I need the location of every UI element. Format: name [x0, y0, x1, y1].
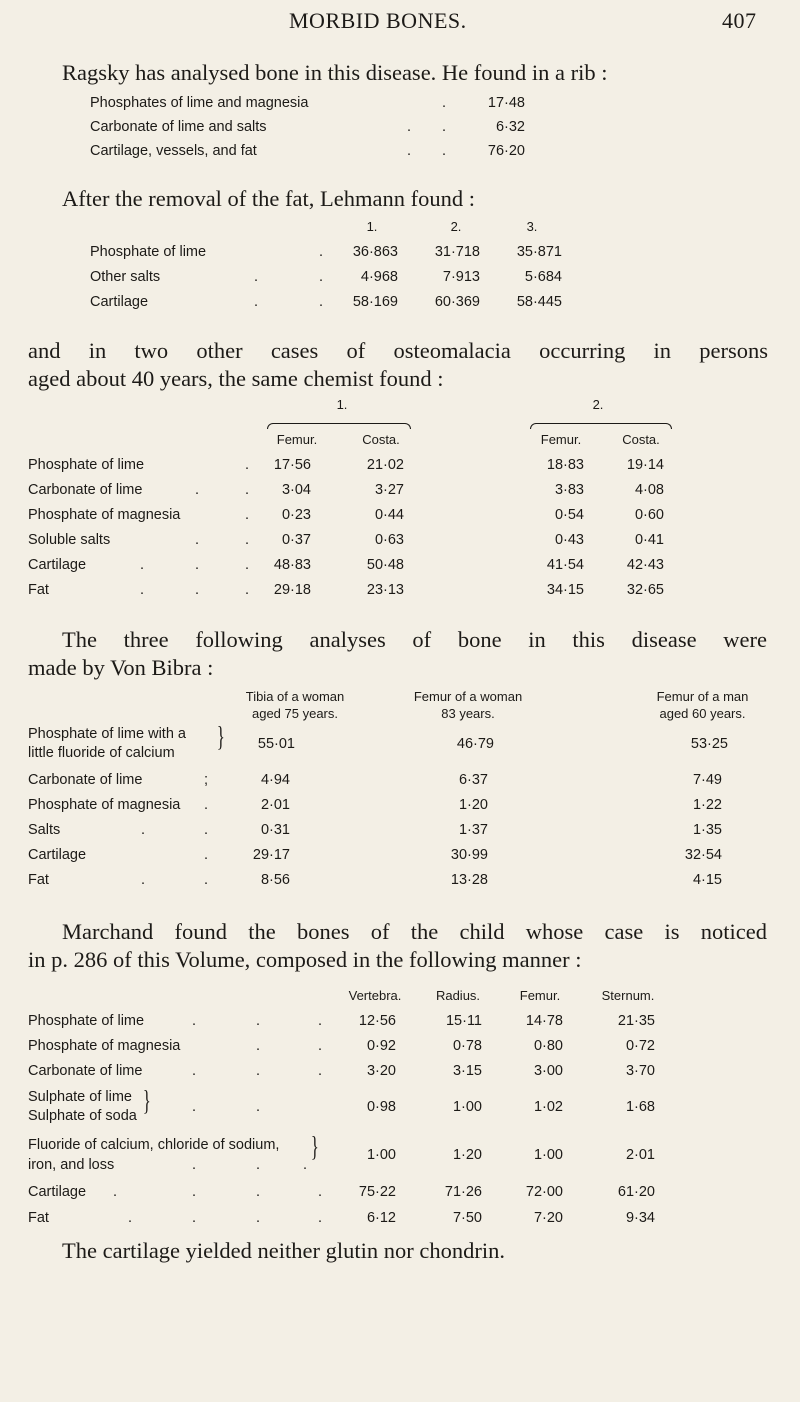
column-header: 3.: [526, 219, 538, 234]
table-row-label: Carbonate of lime: [28, 1063, 143, 1079]
table-cell: 0·23: [281, 507, 311, 523]
table-cell: 4·94: [260, 772, 290, 788]
table-cell: 3·20: [366, 1063, 396, 1079]
table-cell: 3·70: [625, 1063, 655, 1079]
table-row-label: Carbonate of lime: [28, 772, 143, 788]
column-header: Vertebra.: [348, 988, 402, 1003]
table-cell: 32·54: [684, 847, 722, 863]
table-cell: 55·01: [257, 736, 295, 752]
table-cell: 8·56: [260, 872, 290, 888]
paragraph-osteomalacia-line2: aged about 40 years, the same chemist found :: [28, 366, 444, 391]
paragraph-cartilage: The cartilage yielded neither glutin nor chondrin.: [62, 1238, 505, 1263]
table-cell: 36·863: [352, 244, 398, 260]
paragraph-von-bibra-line2: made by Von Bibra :: [28, 655, 214, 680]
table-cell: 60·369: [434, 294, 480, 310]
table-cell: 7·20: [533, 1210, 563, 1226]
table-cell: 6·12: [366, 1210, 396, 1226]
table-row-label: iron, and loss: [28, 1157, 115, 1173]
table-cell: 1·20: [458, 797, 488, 813]
table-cell: 76·20: [487, 143, 525, 159]
table-cell: 3·04: [281, 482, 311, 498]
table-cell: 29·17: [252, 847, 290, 863]
table-row-label: Phosphates of lime and magnesia: [90, 95, 309, 111]
column-header: Femur.: [519, 988, 561, 1003]
table-cell: 6·37: [458, 772, 488, 788]
table-cell: 0·92: [366, 1038, 396, 1054]
column-header: Tibia of a woman: [245, 689, 345, 704]
table-cell: 1·00: [452, 1099, 482, 1115]
table-cell: 46·79: [456, 736, 494, 752]
table-row-label: Phosphate of lime: [28, 457, 145, 473]
paragraph-ragsky: Ragsky has analysed bone in this disease. He found in a rib :: [62, 60, 608, 85]
table-row-label: Cartilage, vessels, and fat: [90, 143, 257, 159]
column-header: Femur of a woman: [413, 689, 523, 704]
table-cell: 0·41: [634, 532, 664, 548]
table-cell: 3·83: [554, 482, 584, 498]
right-brace: }: [142, 1086, 151, 1117]
column-header: aged 60 years.: [659, 706, 746, 721]
table-cell: 21·35: [617, 1013, 655, 1029]
running-head-title: MORBID BONES.: [289, 8, 467, 33]
table-cell: 0·44: [374, 507, 404, 523]
table-cell: 9·34: [625, 1210, 655, 1226]
column-header: Sternum.: [601, 988, 655, 1003]
table-cell: 0·60: [634, 507, 664, 523]
table-row-label: Cartilage: [90, 294, 149, 310]
table-cell: 17·48: [487, 95, 525, 111]
right-brace: }: [310, 1132, 319, 1163]
column-header: 83 years.: [441, 706, 495, 721]
table-row-label: Salts: [28, 822, 61, 838]
table-cell: 19·14: [626, 457, 664, 473]
table-cell: 71·26: [444, 1184, 482, 1200]
table-cell: 1·35: [692, 822, 722, 838]
table-cell: 4·08: [634, 482, 664, 498]
table-cell: 6·32: [495, 119, 525, 135]
table-cell: 2·01: [260, 797, 290, 813]
group-header: 1.: [336, 397, 348, 412]
paragraph-marchand-line1: Marchand found the bones of the child whose case is noticed: [62, 919, 767, 944]
table-row-label: Fat: [28, 582, 49, 598]
table-cell: 0·54: [554, 507, 584, 523]
paragraph-lehmann: After the removal of the fat, Lehmann found :: [62, 186, 475, 211]
paragraph-marchand-line2: in p. 286 of this Volume, composed in the following manner :: [28, 947, 582, 972]
table-cell: 0·72: [625, 1038, 655, 1054]
table-cell: 48·83: [273, 557, 311, 573]
paragraph-von-bibra-line1: The three following analyses of bone in this disease were: [62, 627, 767, 652]
column-header: Femur of a man: [656, 689, 749, 704]
table-cell: 1·02: [533, 1099, 563, 1115]
table-cell: 41·54: [546, 557, 584, 573]
table-row-label: Fat: [28, 1210, 49, 1226]
group-brace: [267, 423, 411, 429]
table-cell: 7·49: [692, 772, 722, 788]
table-cell: 50·48: [366, 557, 404, 573]
table-cell: 0·31: [260, 822, 290, 838]
table-cell: 42·43: [626, 557, 664, 573]
table-cell: 1·00: [366, 1147, 396, 1163]
table-row-label: Cartilage: [28, 847, 87, 863]
column-header: 2.: [450, 219, 462, 234]
table-cell: 1·20: [452, 1147, 482, 1163]
table-cell: 31·718: [434, 244, 480, 260]
table-cell: 1·22: [692, 797, 722, 813]
table-cell: 12·56: [358, 1013, 396, 1029]
table-cell: 0·37: [281, 532, 311, 548]
table-row-label: Phosphate of magnesia: [28, 797, 181, 813]
table-cell: 0·43: [554, 532, 584, 548]
table-cell: 17·56: [273, 457, 311, 473]
table-cell: 1·37: [458, 822, 488, 838]
table-row-label: Phosphate of lime: [90, 244, 207, 260]
column-header: Femur.: [276, 432, 318, 447]
table-row-label: Phosphate of lime: [28, 1013, 145, 1029]
table-cell: 7·50: [452, 1210, 482, 1226]
table-cell: 0·63: [374, 532, 404, 548]
table-cell: 53·25: [690, 736, 728, 752]
table-cell: 1·68: [625, 1099, 655, 1115]
table-row-label: Phosphate of magnesia: [28, 1038, 181, 1054]
table-cell: 58·169: [352, 294, 398, 310]
column-header: Radius.: [435, 988, 481, 1003]
table-row-label: Sulphate of lime: [28, 1089, 132, 1105]
book-page: MORBID BONES. 407 Ragsky has analysed bone in this disease. He found in a rib : Phosphates of lime and magnesia . 17·48 Carbonate of lime and salts . . 6·32 Cartilage, vessels, and fat . . 76·20 After the removal of the fat, Lehmann found : 1. 2. 3. Phosphate of lime . 36·863 31·718 35·871 Other salts . . 4·968 7·913 5·684 Cartilage . . 58·169 60·369 58·445 and in two other cases of osteomalacia occurring in persons aged about 40 years, the same chemist found : 1. 2. Femur. Costa. Femur. Costa. Phosphate of lime . 17·56 21·02 18·83 19·14 Carbonate of lime . . 3·04 3·27 3·83 4·08 Phosphate of magnesia . 0·23 0·44 0·54 0·60 Soluble salts . . 0·37 0·63 0·43 0·41 Cartilage . . . 48·83 50·48 41·54 42·43 Fat . . . 29·18 23·13 34·15 32·65 The three following analyses of bone in this disease were made by Von Bibra : Tibia of a woman aged 75 years. Femur of a woman 83 years. Femur of a man aged 60 years. Phosphate of lime with a little fluoride of calcium } 55·01 46·79 53·25 Carbonate of lime ; 4·94 6·37 7·49 Phosphate of magnesia . 2·01 1·20 1·22 Salts . . 0·31 1·37 1·35 Cartilage . 29·17 30·99 32·54 Fat . . 8·56 13·28 4·15 Marchand found the bones of the child whose case is noticed in p. 286 of this Volume, composed in the following manner : Vertebra. Radius. Femur. Sternum. Phosphate of lime . . . 12·56 15·11 14·78 21·35 Phosphate of magnesia . . 0·92 0·78 0·80 0·72 Carbonate of lime . . . 3·20 3·15 3·00 3·70 Sulphate of lime Sulphate of soda } . . 0·98 1·00 1·02 1·68 Fluoride of calcium, chloride of sodium, iron, and loss . . . } 1·00 1·20 1·00 2·01 Cartilage . . . . 75·22 71·26 72·00 61·20 Fat . . . . 6·12 7·50 7·20 9·34 The cartilage yielded neither glutin nor chondrin.: [0, 0, 800, 1402]
table-cell: 3·00: [533, 1063, 563, 1079]
table-cell: 58·445: [516, 294, 562, 310]
table-cell: 3·15: [452, 1063, 482, 1079]
table-cell: 23·13: [366, 582, 404, 598]
table-cell: 21·02: [366, 457, 404, 473]
table-cell: 13·28: [450, 872, 488, 888]
table-row-label: Phosphate of magnesia: [28, 507, 181, 523]
table-row-label: Fluoride of calcium, chloride of sodium,: [28, 1137, 280, 1153]
table-row-label: Soluble salts: [28, 532, 111, 548]
table-cell: 0·78: [452, 1038, 482, 1054]
table-cell: 0·80: [533, 1038, 563, 1054]
table-cell: 29·18: [273, 582, 311, 598]
table-row-label: Carbonate of lime and salts: [90, 119, 267, 135]
table-row-label: Cartilage: [28, 557, 87, 573]
table-cell: 18·83: [546, 457, 584, 473]
table-row-label: Phosphate of lime with a: [28, 726, 186, 742]
column-header: Costa.: [622, 432, 660, 447]
column-header: Femur.: [540, 432, 582, 447]
table-row-label: little fluoride of calcium: [28, 745, 175, 761]
table-row-label: Other salts: [90, 269, 161, 285]
column-header: 1.: [366, 219, 378, 234]
group-brace: [530, 423, 672, 429]
table-cell: 0·98: [366, 1099, 396, 1115]
table-cell: 5·684: [524, 269, 562, 285]
table-cell: 1·00: [533, 1147, 563, 1163]
table-cell: 61·20: [617, 1184, 655, 1200]
table-cell: 3·27: [374, 482, 404, 498]
column-header: aged 75 years.: [251, 706, 338, 721]
table-cell: 35·871: [516, 244, 562, 260]
column-header: Costa.: [362, 432, 400, 447]
table-cell: 32·65: [626, 582, 664, 598]
right-brace: }: [216, 722, 225, 753]
table-row-label: Sulphate of soda: [28, 1108, 137, 1124]
table-cell: 15·11: [445, 1013, 482, 1029]
table-cell: 14·78: [525, 1013, 563, 1029]
table-row-label: Carbonate of lime: [28, 482, 143, 498]
table-cell: 2·01: [625, 1147, 655, 1163]
table-cell: 34·15: [546, 582, 584, 598]
table-cell: 30·99: [450, 847, 488, 863]
table-cell: 4·968: [360, 269, 398, 285]
paragraph-osteomalacia-line1: and in two other cases of osteomalacia occurring in persons: [28, 338, 768, 363]
table-cell: 4·15: [692, 872, 722, 888]
page-number: 407: [722, 8, 757, 33]
table-cell: 75·22: [358, 1184, 396, 1200]
table-row-label: Fat: [28, 872, 49, 888]
group-header: 2.: [592, 397, 604, 412]
table-cell: 72·00: [525, 1184, 563, 1200]
table-row-label: Cartilage: [28, 1184, 87, 1200]
table-cell: 7·913: [442, 269, 480, 285]
